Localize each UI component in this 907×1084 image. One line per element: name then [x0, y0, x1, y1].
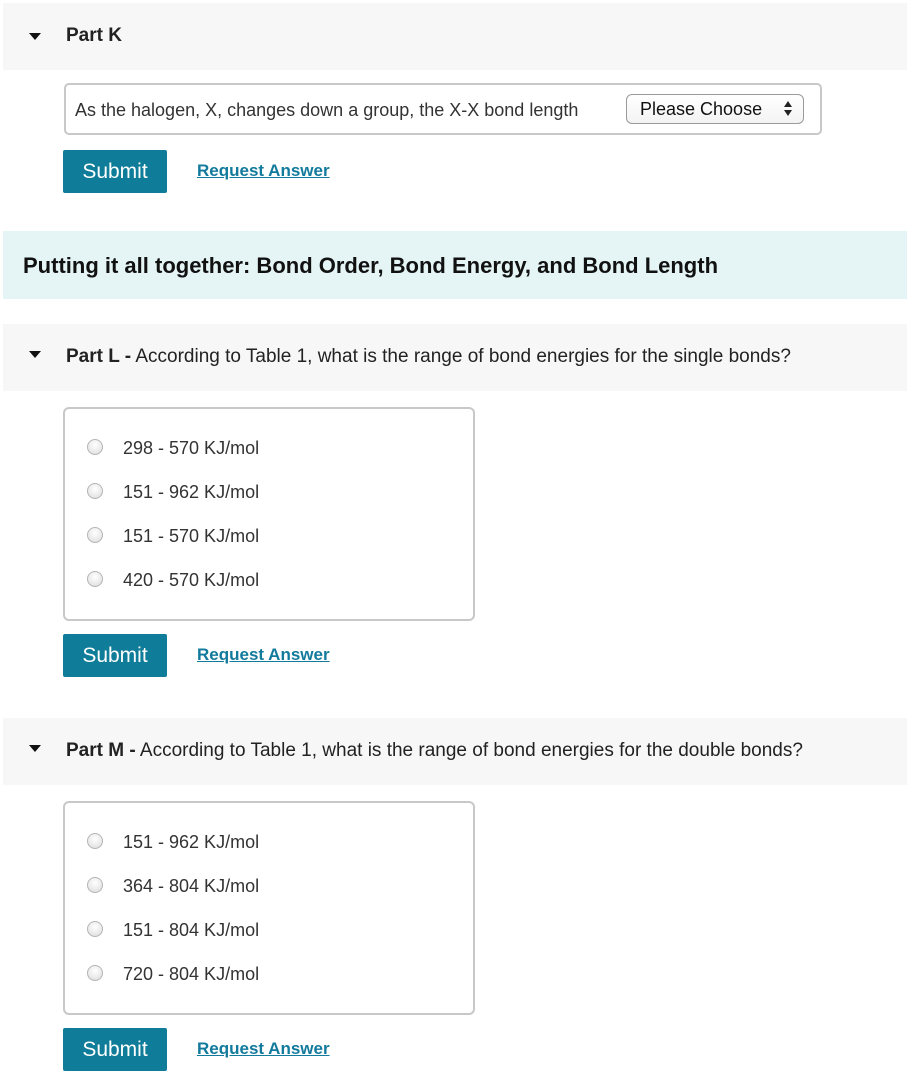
section-title: Putting it all together: Bond Order, Bond Energy, and Bond Length — [23, 253, 719, 278]
collapse-caret-icon[interactable] — [29, 33, 41, 40]
part-k-title — [66, 25, 122, 47]
part-k-sentence: As the halogen, X, changes down a group, the X-X bond length — [75, 100, 579, 120]
part-k-header[interactable] — [3, 3, 907, 70]
part-m-submit-button[interactable]: Submit — [63, 1028, 167, 1071]
choice-option[interactable] — [87, 877, 447, 899]
part-k-answer-box — [64, 83, 822, 135]
part-k-label: Part K — [66, 25, 122, 46]
choice-option[interactable] — [87, 527, 447, 549]
radio-button[interactable] — [87, 965, 103, 981]
radio-button[interactable] — [87, 571, 103, 587]
choice-label: 298 - 570 KJ/mol — [123, 438, 260, 458]
choice-option[interactable] — [87, 965, 447, 987]
part-l-request-answer-link[interactable]: Request Answer — [197, 645, 330, 664]
part-m-title — [66, 740, 803, 762]
select-arrows-icon — [783, 101, 793, 117]
choice-label: 420 - 570 KJ/mol — [123, 570, 260, 590]
choice-label: 151 - 804 KJ/mol — [123, 920, 260, 940]
part-l-choices — [63, 407, 475, 621]
choice-option[interactable] — [87, 921, 447, 943]
section-header — [3, 231, 907, 299]
choice-label: 151 - 962 KJ/mol — [123, 832, 260, 852]
choice-label: 151 - 570 KJ/mol — [123, 526, 260, 546]
choice-option[interactable] — [87, 439, 447, 461]
radio-button[interactable] — [87, 439, 103, 455]
choice-label: 720 - 804 KJ/mol — [123, 964, 260, 984]
part-l-label: Part L - — [66, 346, 132, 367]
part-m-header[interactable] — [3, 718, 907, 785]
part-m-question: According to Table 1, what is the range of bond energies for the double bonds? — [135, 740, 803, 761]
select-value: Please Choose — [640, 99, 763, 119]
radio-button[interactable] — [87, 877, 103, 893]
bond-length-select[interactable] — [626, 94, 804, 124]
choice-option[interactable] — [87, 571, 447, 593]
radio-button[interactable] — [87, 921, 103, 937]
part-l-question: According to Table 1, what is the range of bond energies for the single bonds? — [131, 346, 791, 367]
part-m-label: Part M - — [66, 740, 136, 761]
radio-button[interactable] — [87, 483, 103, 499]
radio-button[interactable] — [87, 833, 103, 849]
part-l-title — [66, 346, 791, 368]
choice-option[interactable] — [87, 483, 447, 505]
collapse-caret-icon[interactable] — [29, 351, 41, 358]
collapse-caret-icon[interactable] — [29, 745, 41, 752]
part-m-request-answer-link[interactable]: Request Answer — [197, 1039, 330, 1058]
part-k-request-answer-link[interactable]: Request Answer — [197, 161, 330, 180]
choice-option[interactable] — [87, 833, 447, 855]
radio-button[interactable] — [87, 527, 103, 543]
part-m-choices — [63, 801, 475, 1015]
part-l-submit-button[interactable]: Submit — [63, 634, 167, 677]
choice-label: 151 - 962 KJ/mol — [123, 482, 260, 502]
part-l-header[interactable] — [3, 324, 907, 391]
part-k-submit-button[interactable]: Submit — [63, 150, 167, 193]
choice-label: 364 - 804 KJ/mol — [123, 876, 260, 896]
